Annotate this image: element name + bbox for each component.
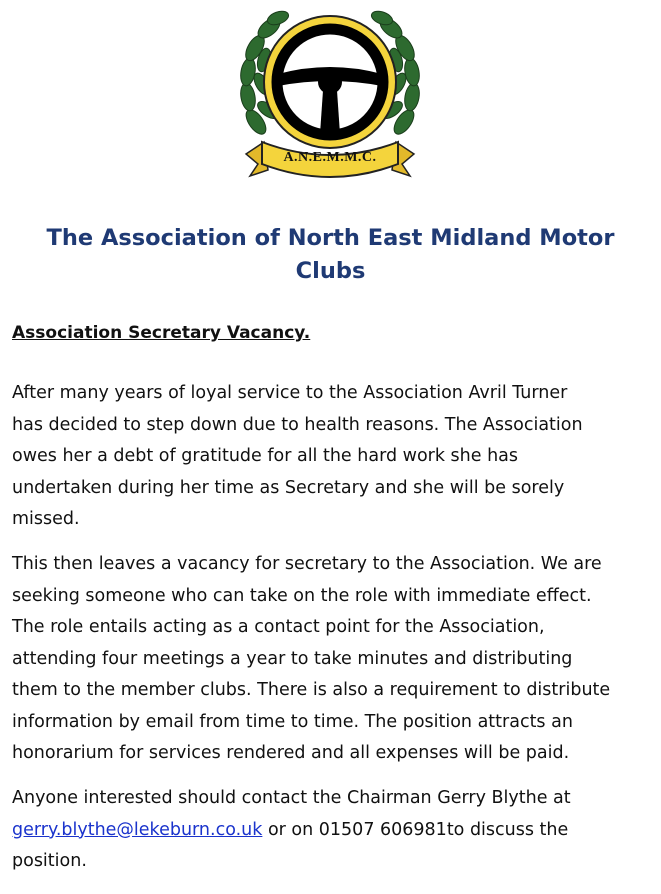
title-line-2: Clubs [295,258,366,284]
paragraph-contact [12,783,652,878]
page-title [20,222,641,288]
text-line: honorarium for services rendered and all expenses will be paid. [12,743,570,763]
text-line: attending four meetings a year to take minutes and distributing [12,648,573,669]
email-link[interactable]: gerry.blythe@lekeburn.co.uk [12,819,263,840]
section-heading: Association Secretary Vacancy. [12,323,311,343]
paragraph-announcement [12,378,652,536]
text-line: position. [12,851,87,871]
text-line: owes her a debt of gratitude for all the hard work she has [12,446,519,466]
text-line: missed. [12,509,80,529]
logo-banner-text: A.N.E.M.M.C. [283,150,377,165]
title-line-1: The Association of North East Midland Motor [46,225,615,251]
text-line: or on 01507 606981to discuss the [262,819,569,840]
text-line: After many years of loyal service to the Association Avril Turner [12,383,568,403]
text-line: This then leaves a vacancy for secretary to the Association. We are [12,554,602,574]
paragraph-role-description [12,549,652,770]
text-line: them to the member clubs. There is also a requirement to distribute [12,680,611,700]
text-line: Anyone interested should contact the Chairman Gerry Blythe at [12,788,571,808]
text-line: has decided to step down due to health reasons. The Association [12,414,583,435]
text-line: seeking someone who can take on the role with immediate effect. [12,585,592,606]
text-line: information by email from time to time. The position attracts an [12,711,573,732]
club-logo [238,2,422,184]
text-line: undertaken during her time as Secretary and she will be sorely [12,477,565,498]
text-line: The role entails acting as a contact point for the Association, [12,617,545,637]
